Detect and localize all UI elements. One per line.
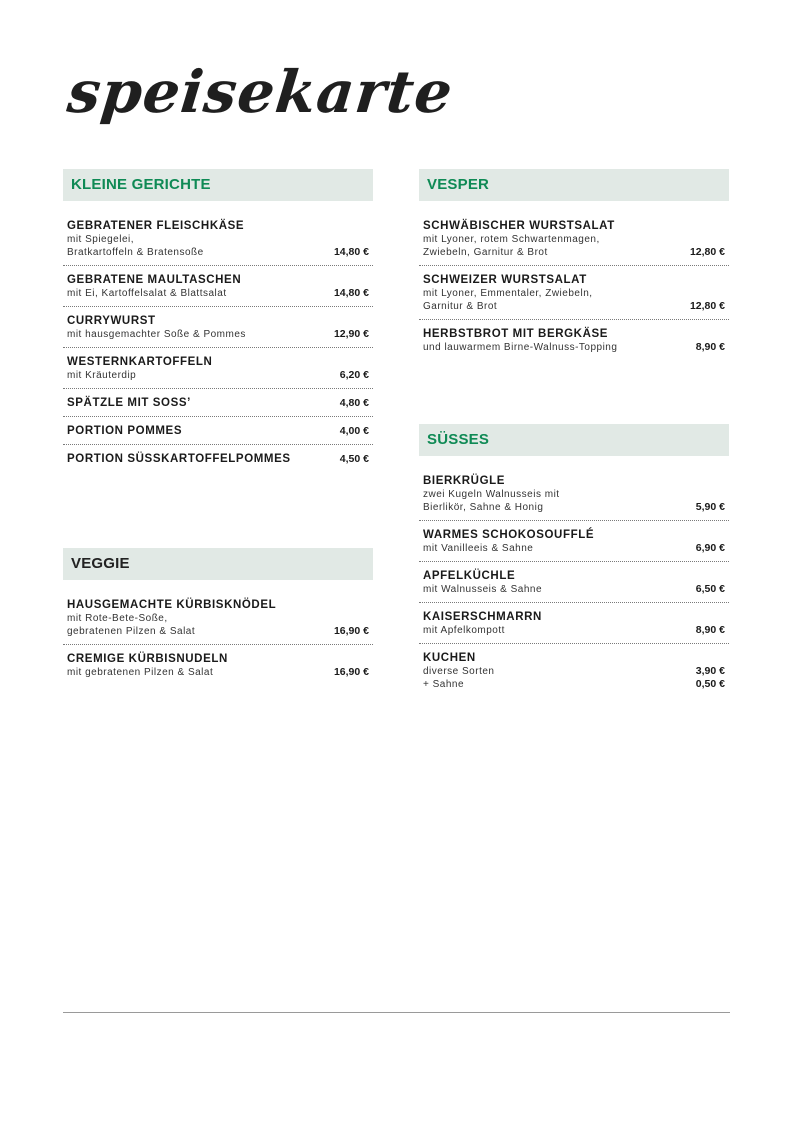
- menu-item: [419, 569, 729, 603]
- menu-item-description: mit Lyoner, Emmentaler, Zwiebeln, Garnitur & Brot: [423, 288, 593, 312]
- menu-item-price: 3,90 € 0,50 €: [695, 665, 725, 690]
- menu-item: [63, 396, 373, 417]
- menu-item-price: 12,80 €: [689, 300, 725, 312]
- menu-item-text: [423, 569, 688, 596]
- section-heading: SÜSSES: [419, 424, 729, 456]
- menu-item-price: 8,90 €: [695, 341, 725, 353]
- menu-item-description: mit gebratenen Pilzen & Salat: [67, 667, 214, 678]
- right-column: [419, 169, 729, 367]
- menu-item-text: [423, 610, 688, 637]
- menu-item-price: 6,20 €: [339, 369, 369, 381]
- menu-item-text: [67, 273, 326, 300]
- menu-item-text: [423, 219, 682, 259]
- menu-item-name: SPÄTZLE MIT SOSS’: [67, 397, 191, 409]
- menu-item-description: mit Kräuterdip: [67, 370, 137, 381]
- menu-item: [63, 652, 373, 685]
- menu-item: [63, 273, 373, 307]
- menu-item-text: [67, 396, 332, 410]
- menu-item: [419, 528, 729, 562]
- menu-item: [63, 355, 373, 389]
- menu-item-price: 4,80 €: [339, 397, 369, 409]
- menu-item-name: KUCHEN: [423, 652, 476, 664]
- menu-item: [419, 273, 729, 320]
- menu-item-description: mit Apfelkompott: [423, 625, 505, 636]
- menu-item-price: 16,90 €: [333, 666, 369, 678]
- menu-item-price: 12,90 €: [333, 328, 369, 340]
- menu-item-text: [423, 474, 688, 514]
- menu-item-description: diverse Sorten + Sahne: [423, 666, 495, 690]
- section-heading: KLEINE GERICHTE: [63, 169, 373, 201]
- menu-title: speisekarte: [64, 58, 457, 126]
- menu-item: [419, 610, 729, 644]
- menu-item: [63, 598, 373, 645]
- menu-item-text: [423, 273, 682, 313]
- footer-divider: [63, 1012, 730, 1013]
- menu-item-price: 6,50 €: [695, 583, 725, 595]
- menu-item-description: mit Lyoner, rotem Schwartenmagen, Zwiebeln, Garnitur & Brot: [423, 234, 600, 258]
- menu-list: [419, 219, 729, 360]
- section-veggie: [63, 548, 373, 685]
- menu-item: [419, 474, 729, 521]
- menu-item-text: [67, 314, 326, 341]
- menu-item-name: GEBRATENER FLEISCHKÄSE: [67, 220, 245, 232]
- menu-item-price: 4,00 €: [339, 425, 369, 437]
- menu-item: [63, 452, 373, 472]
- menu-item-description: mit Ei, Kartoffelsalat & Blattsalat: [67, 288, 227, 299]
- menu-item-name: PORTION POMMES: [67, 425, 183, 437]
- menu-item-description: mit hausgemachter Soße & Pommes: [67, 329, 246, 340]
- menu-item-text: [67, 219, 326, 259]
- menu-item: [419, 219, 729, 266]
- menu-item-name: CREMIGE KÜRBISNUDELN: [67, 653, 228, 665]
- menu-item-name: GEBRATENE MAULTASCHEN: [67, 274, 242, 286]
- left-column-veggie: [63, 548, 373, 692]
- menu-item-name: WESTERNKARTOFFELN: [67, 356, 213, 368]
- menu-item-price: 14,80 €: [333, 287, 369, 299]
- menu-item-name: BIERKRÜGLE: [423, 475, 506, 487]
- section-heading: VESPER: [419, 169, 729, 201]
- menu-item-text: [67, 424, 332, 438]
- menu-list: [63, 219, 373, 472]
- menu-item-description: mit Rote-Bete-Soße, gebratenen Pilzen & Salat: [67, 613, 196, 637]
- menu-item-description: mit Vanilleeis & Sahne: [423, 543, 534, 554]
- section-suesses: [419, 424, 729, 697]
- menu-item-text: [67, 652, 326, 679]
- menu-item-text: [423, 528, 688, 555]
- menu-item-text: [67, 598, 326, 638]
- menu-list: [419, 474, 729, 697]
- menu-item: [63, 424, 373, 445]
- menu-list: [63, 598, 373, 685]
- menu-item-description: mit Walnusseis & Sahne: [423, 584, 543, 595]
- menu-item: [63, 314, 373, 348]
- menu-item-name: PORTION SÜSSKARTOFFELPOMMES: [67, 453, 291, 465]
- menu-item-price: 8,90 €: [695, 624, 725, 636]
- menu-item-text: [67, 452, 332, 466]
- menu-item-price: 16,90 €: [333, 625, 369, 637]
- menu-item-description: mit Spiegelei, Bratkartoffeln & Bratensoße: [67, 234, 204, 258]
- right-column-suesses: [419, 424, 729, 704]
- menu-item-price: 12,80 €: [689, 246, 725, 258]
- menu-item-name: SCHWÄBISCHER WURSTSALAT: [423, 220, 615, 232]
- menu-item-name: WARMES SCHOKOSOUFFLÉ: [423, 529, 595, 541]
- menu-item: [419, 327, 729, 360]
- menu-item-name: APFELKÜCHLE: [423, 570, 516, 582]
- menu-item-price: 14,80 €: [333, 246, 369, 258]
- menu-item-description: und lauwarmem Birne-Walnuss-Topping: [423, 342, 618, 353]
- section-kleine-gerichte: [63, 169, 373, 472]
- section-heading: VEGGIE: [63, 548, 373, 580]
- menu-item-price: 4,50 €: [339, 453, 369, 465]
- menu-item-description: zwei Kugeln Walnusseis mit Bierlikör, Sahne & Honig: [423, 489, 560, 513]
- menu-item-name: CURRYWURST: [67, 315, 156, 327]
- menu-item-price: 5,90 €: [695, 501, 725, 513]
- menu-item-text: [423, 651, 688, 691]
- menu-item-text: [67, 355, 332, 382]
- menu-item-name: KAISERSCHMARRN: [423, 611, 542, 623]
- menu-item: [63, 219, 373, 266]
- menu-item-name: HAUSGEMACHTE KÜRBISKNÖDEL: [67, 599, 277, 611]
- menu-item-name: SCHWEIZER WURSTSALAT: [423, 274, 587, 286]
- menu-item-price: 6,90 €: [695, 542, 725, 554]
- menu-item-text: [423, 327, 688, 354]
- section-vesper: [419, 169, 729, 360]
- left-column: [63, 169, 373, 479]
- menu-item: [419, 651, 729, 697]
- menu-item-name: HERBSTBROT MIT BERGKÄSE: [423, 328, 609, 340]
